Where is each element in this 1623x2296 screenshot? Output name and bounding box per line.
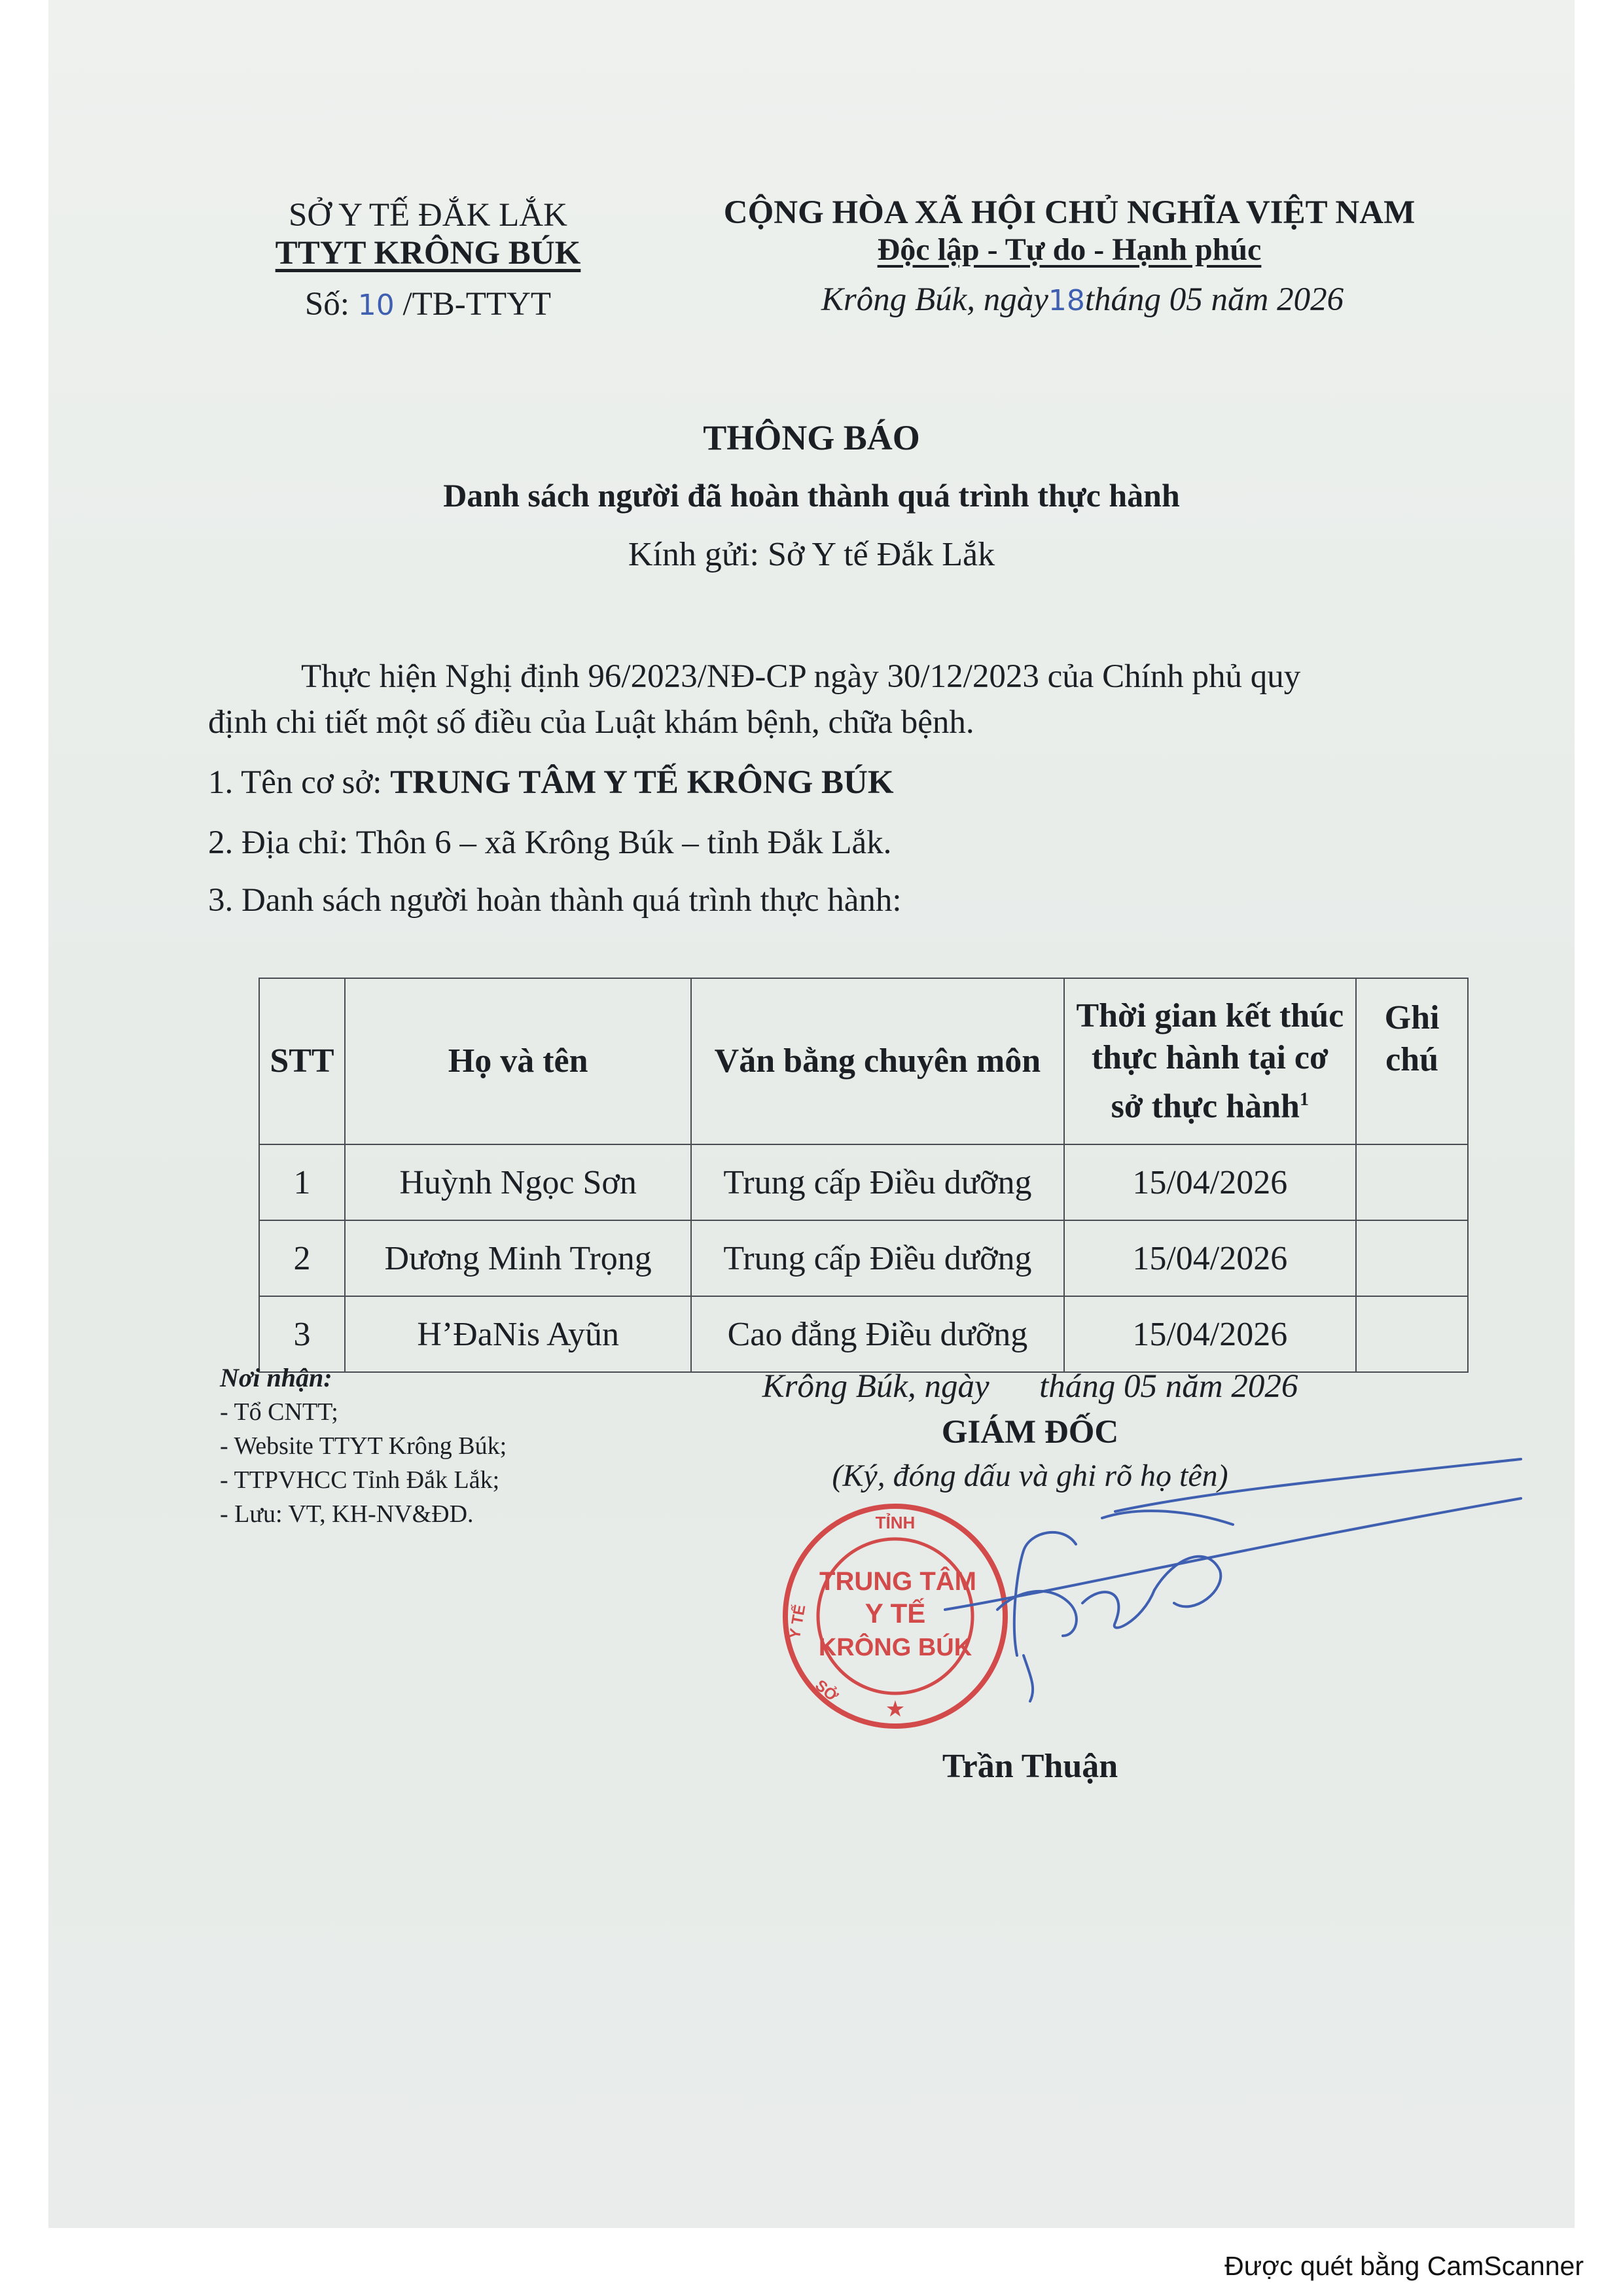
stamp-star: ★ — [886, 1699, 904, 1720]
scanner-watermark: Được quét bằng CamScanner — [1224, 2251, 1584, 2281]
stamp-line-3: KRÔNG BÚK — [818, 1634, 972, 1661]
document-number: Số: 10 /TB-TTYT — [304, 286, 552, 323]
signer-role: GIÁM ĐỐC — [941, 1414, 1119, 1451]
col-name: Họ và tên — [345, 978, 691, 1144]
footnote-mark: 1 — [1299, 1089, 1309, 1110]
issue-date: Krông Búk, ngày18tháng 05 năm 2026 — [821, 281, 1344, 318]
facility-name: 1. Tên cơ sở: TRUNG TÂM Y TẾ KRÔNG BÚK — [208, 764, 894, 801]
recipients-title: Nơi nhận: — [220, 1363, 332, 1392]
table-row: 3 H’ĐaNis Ayũn Cao đẳng Điều dưỡng 15/04/2026 — [259, 1296, 1468, 1372]
table-header-row — [259, 978, 1468, 1144]
signer-name: Trần Thuận — [942, 1748, 1118, 1785]
signature-date: Krông Búk, ngày tháng 05 năm 2026 — [762, 1368, 1298, 1405]
recipient-item: - TTPVHCC Tỉnh Đắk Lắk; — [220, 1466, 500, 1494]
recipient-item: - Website TTYT Krông Búk; — [220, 1432, 507, 1460]
table-row: 2 Dương Minh Trọng Trung cấp Điều dưỡng 15/04/2026 — [259, 1220, 1468, 1296]
col-degree: Văn bằng chuyên môn — [691, 978, 1063, 1144]
handwritten-signature — [866, 1439, 1527, 1714]
stamp-top-text: TỈNH — [875, 1513, 916, 1532]
col-stt: STT — [259, 978, 345, 1144]
stamp-left-text: Y TẾ — [785, 1603, 810, 1641]
addressee: Kính gửi: Sở Y tế Đắk Lắk — [628, 536, 995, 573]
stamp-line-1: TRUNG TÂM — [819, 1567, 976, 1596]
intro-line-1: Thực hiện Nghị định 96/2023/NĐ-CP ngày 30/12/2023 của Chính phủ quy — [301, 658, 1301, 695]
scanned-page — [48, 0, 1575, 2228]
header-right — [677, 194, 1462, 319]
stamp-bottom-text: SỞ — [812, 1676, 842, 1706]
recipient-item: - Tổ CNTT; — [220, 1398, 338, 1426]
department-name: SỞ Y TẾ ĐẮK LẮK — [289, 197, 567, 234]
stamp-line-2: Y TẾ — [865, 1598, 926, 1629]
list-heading: 3. Danh sách người hoàn thành quá trình thực hành: — [208, 882, 902, 919]
recipient-item: - Lưu: VT, KH-NV&ĐD. — [220, 1500, 474, 1528]
handwritten-day: 18 — [1048, 284, 1085, 317]
organization-name: TTYT KRÔNG BÚK — [275, 235, 581, 272]
document-subtitle: Danh sách người đã hoàn thành quá trình thực hành — [443, 477, 1180, 514]
document-title: THÔNG BÁO — [703, 418, 920, 457]
intro-line-2: định chi tiết một số điều của Luật khám bệnh, chữa bệnh. — [208, 704, 974, 741]
signature-instruction: (Ký, đóng dấu và ghi rõ họ tên) — [832, 1458, 1228, 1493]
header-left — [245, 196, 611, 323]
national-title: CỘNG HÒA XÃ HỘI CHỦ NGHĨA VIỆT NAM — [723, 194, 1416, 231]
handwritten-number: 10 — [357, 289, 395, 322]
col-note: Ghi chú — [1356, 978, 1468, 1144]
col-completion-time: Thời gian kết thúc thực hành tại cơ sở thực hành$^1$ — [1064, 978, 1357, 1144]
table-row: 1 Huỳnh Ngọc Sơn Trung cấp Điều dưỡng 15/04/2026 — [259, 1144, 1468, 1220]
recipients-block — [220, 1361, 678, 1531]
facility-address: 2. Địa chỉ: Thôn 6 – xã Krông Búk – tỉnh Đắk Lắk. — [208, 824, 892, 861]
national-motto: Độc lập - Tự do - Hạnh phúc — [877, 232, 1262, 267]
practitioner-table — [259, 978, 1469, 1373]
